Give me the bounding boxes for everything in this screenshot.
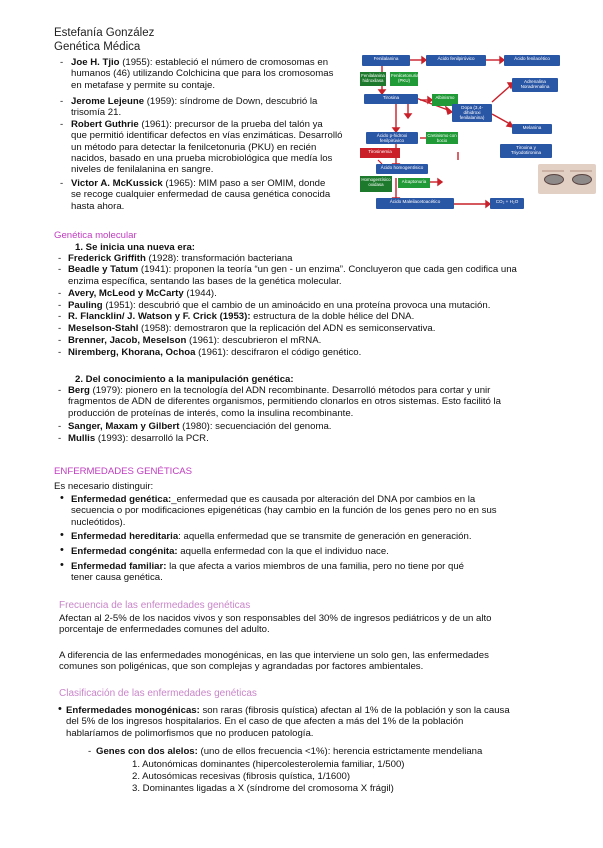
history-item: Robert Guthrie (1961): precursor de la prueba del talón ya que permitió identificar defectos en vías enzimáticas. Desarrolló un método para detectar la fenilcetonuria (PKU) en recién nacidos, basado en una prueba microbiológica que medía los niveles de fenilalanina en sangre. [71,119,343,176]
box-tiroxina: Tiroxina y Triyodotironina [500,144,552,158]
diseases-intro: Es necesario distinguir: [54,481,154,492]
molecular-heading: Genética molecular [54,230,137,241]
list-item: Niremberg, Khorana, Ochoa (1961): descifraron el código genético. [68,347,362,358]
list-dash: - [60,178,64,189]
box-hidroxi-fenilpiruvico: Ácido p-hidroxi fenilpirúvico [366,132,418,144]
disease-definition: Enfermedad familiar: la que afecta a varios miembros de una familia, pero no tiene por qué tener causa genética. [71,561,465,584]
box-fenilcetonuria: Fenilcetonuria (PKU) [390,72,418,86]
classification-heading: Clasificación de las enfermedades genéticas [59,688,257,699]
history-item: Jerome Lejeune (1959): síndrome de Down, descubrió la trisomía 21. [71,96,318,119]
box-tirosinemia: Tirosinemia [360,148,400,158]
box-dopa: Dopa (3,4-dihidroxi fenilalanina) [452,104,492,122]
list-item: Beadle y Tatum (1941): proponen la teoría “un gen - un enzima”. Concluyeron que cada gen codifica una [68,264,517,275]
box-acido-homogentisico: Ácido homogentísico [376,164,428,174]
box-albinismo: Albinismo [432,94,458,106]
numbered-item: 3. Dominantes ligadas a X (síndrome del cromosoma X frágil) [132,783,394,794]
history-name: Joe H. Tjio [71,57,120,68]
list-item: Avery, McLeod y McCarty (1944). [68,288,217,299]
list-item: Frederick Griffith (1928): transformación bacteriana [68,253,293,264]
box-maleilacetoacetico: Ácido Maleilacetoacético [376,198,454,209]
box-cretinismo: Cretinismo con bocio [427,133,457,143]
eyes-photo [538,164,596,194]
numbered-item: 1. Autonómicas dominantes (hipercolesterolemia familiar, 1/500) [132,759,405,770]
numbered-item: 2. Autosómicas recesivas (fibrosis quística, 1/1600) [132,771,351,782]
molecular-subheading-2: 2. Del conocimiento a la manipulación genética: [75,374,294,385]
list-item-continuation: enzima específica, sentando las bases de la genética molecular. [68,276,342,287]
history-name: Victor A. McKussick [71,178,163,189]
box-acido-fenilacetico: Ácido fenilacético [504,55,560,66]
list-item: Mullis (1993): desarrolló la PCR. [68,433,209,444]
list-dash: - [60,119,64,130]
monogenic-comparison-paragraph: A diferencia de las enfermedades monogénicas, en las que interviene un solo gen, las enfermedades comunes son poligénicas, que son complejas y agrandadas por factores ambientales. [59,650,489,673]
molecular-subheading-1: 1. Se inicia una nueva era: [75,242,195,253]
subject-title: Genética Médica [54,41,141,53]
frequency-heading: Frecuencia de las enfermedades genéticas [59,600,251,611]
disease-definition: Enfermedad congénita: aquella enfermedad con la que el individuo nace. [71,546,389,557]
list-item: Pauling (1951): descubrió que el cambio de un aminoácido en una proteína provoca una mutación. [68,300,491,311]
history-item: Victor A. McKussick (1965): MIM paso a ser OMIM, donde se recoge cualquier enfermedad de causa genética conocida hasta ahora. [71,178,331,212]
metabolic-pathway-diagram [360,52,598,210]
two-allele-genes: Genes con dos alelos: (uno de ellos frecuencia <1%): herencia estrictamente mendeliana [96,746,483,757]
box-melanina: Melanina [512,124,552,134]
author-name: Estefanía González [54,27,155,39]
frequency-paragraph: Afectan al 2-5% de los nacidos vivos y son responsables del 30% de ingresos pediátricos y de un alto porcentaje de enfermedades comunes del adulto. [59,613,492,636]
box-tirosina: Tirosina [364,94,418,104]
box-acido-fenilpiruvico: Ácido fenilpirúvico [426,55,486,66]
list-item: Sanger, Maxam y Gilbert (1980): secuenciación del genoma. [68,421,332,432]
list-dash: - [60,57,64,68]
list-item: R. Flancklin/ J. Watson y F. Crick (1953): estructura de la doble hélice del DNA. [68,311,415,322]
list-item: Brenner, Jacob, Meselson (1961): descubrieron el mRNA. [68,335,322,346]
history-item: Joe H. Tjio (1955): estableció el número de cromosomas en humanos (46) utilizando Colchicina que para los cromosomas en metafase y permite su contaje. [71,57,334,91]
list-item: Berg (1979): pionero en la tecnología del ADN recombinante. Desarrolló métodos para cortar y unir fragmentos de ADN de diferentes organismos, permitiendo clonarlos en otros sistemas. Esto facilitó la producción de proteínas de interés, como la insulina recombinante. [68,385,501,419]
disease-definition: Enfermedad genética:_enfermedad que es causada por alteración del DNA por cambios en la secuencia o por modificaciones epigenéticas (hay cambio en la función de los genes pero no en sus nucleótidos). [71,494,497,528]
list-item: Meselson-Stahl (1958): demostraron que la replicación del ADN es semiconservativa. [68,323,436,334]
monogenic-definition: Enfermedades monogénicas: son raras (fibrosis quística) afectan al 1% de la población y son la causa del 5% de los ingresos hospitalarios. En el caso de que afecten a más del 1% de la población hablaríamos de polimorfismos que no producen patología. [66,705,510,739]
box-co2-h2o: CO₂ + H₂O [490,198,524,209]
box-adrenalina: Adrenalina Noradrenalina [512,78,558,92]
box-homogentisico-oxidasa: Homogentísico oxidasa [360,176,392,192]
history-name: Robert Guthrie [71,119,139,130]
disease-definition: Enfermedad hereditaria: aquella enfermedad que se transmite de generación en generación. [71,531,472,542]
diseases-heading: ENFERMEDADES GENÉTICAS [54,466,193,477]
history-name: Jerome Lejeune [71,96,145,107]
box-fenilalanina-hidroxilasa: Fenilalanina hidroxilasa [360,72,386,86]
list-dash: - [60,96,64,107]
box-fenilalanina: Fenilalanina [362,55,410,66]
box-alcaptonuria: Alcaptonuria [398,178,430,188]
